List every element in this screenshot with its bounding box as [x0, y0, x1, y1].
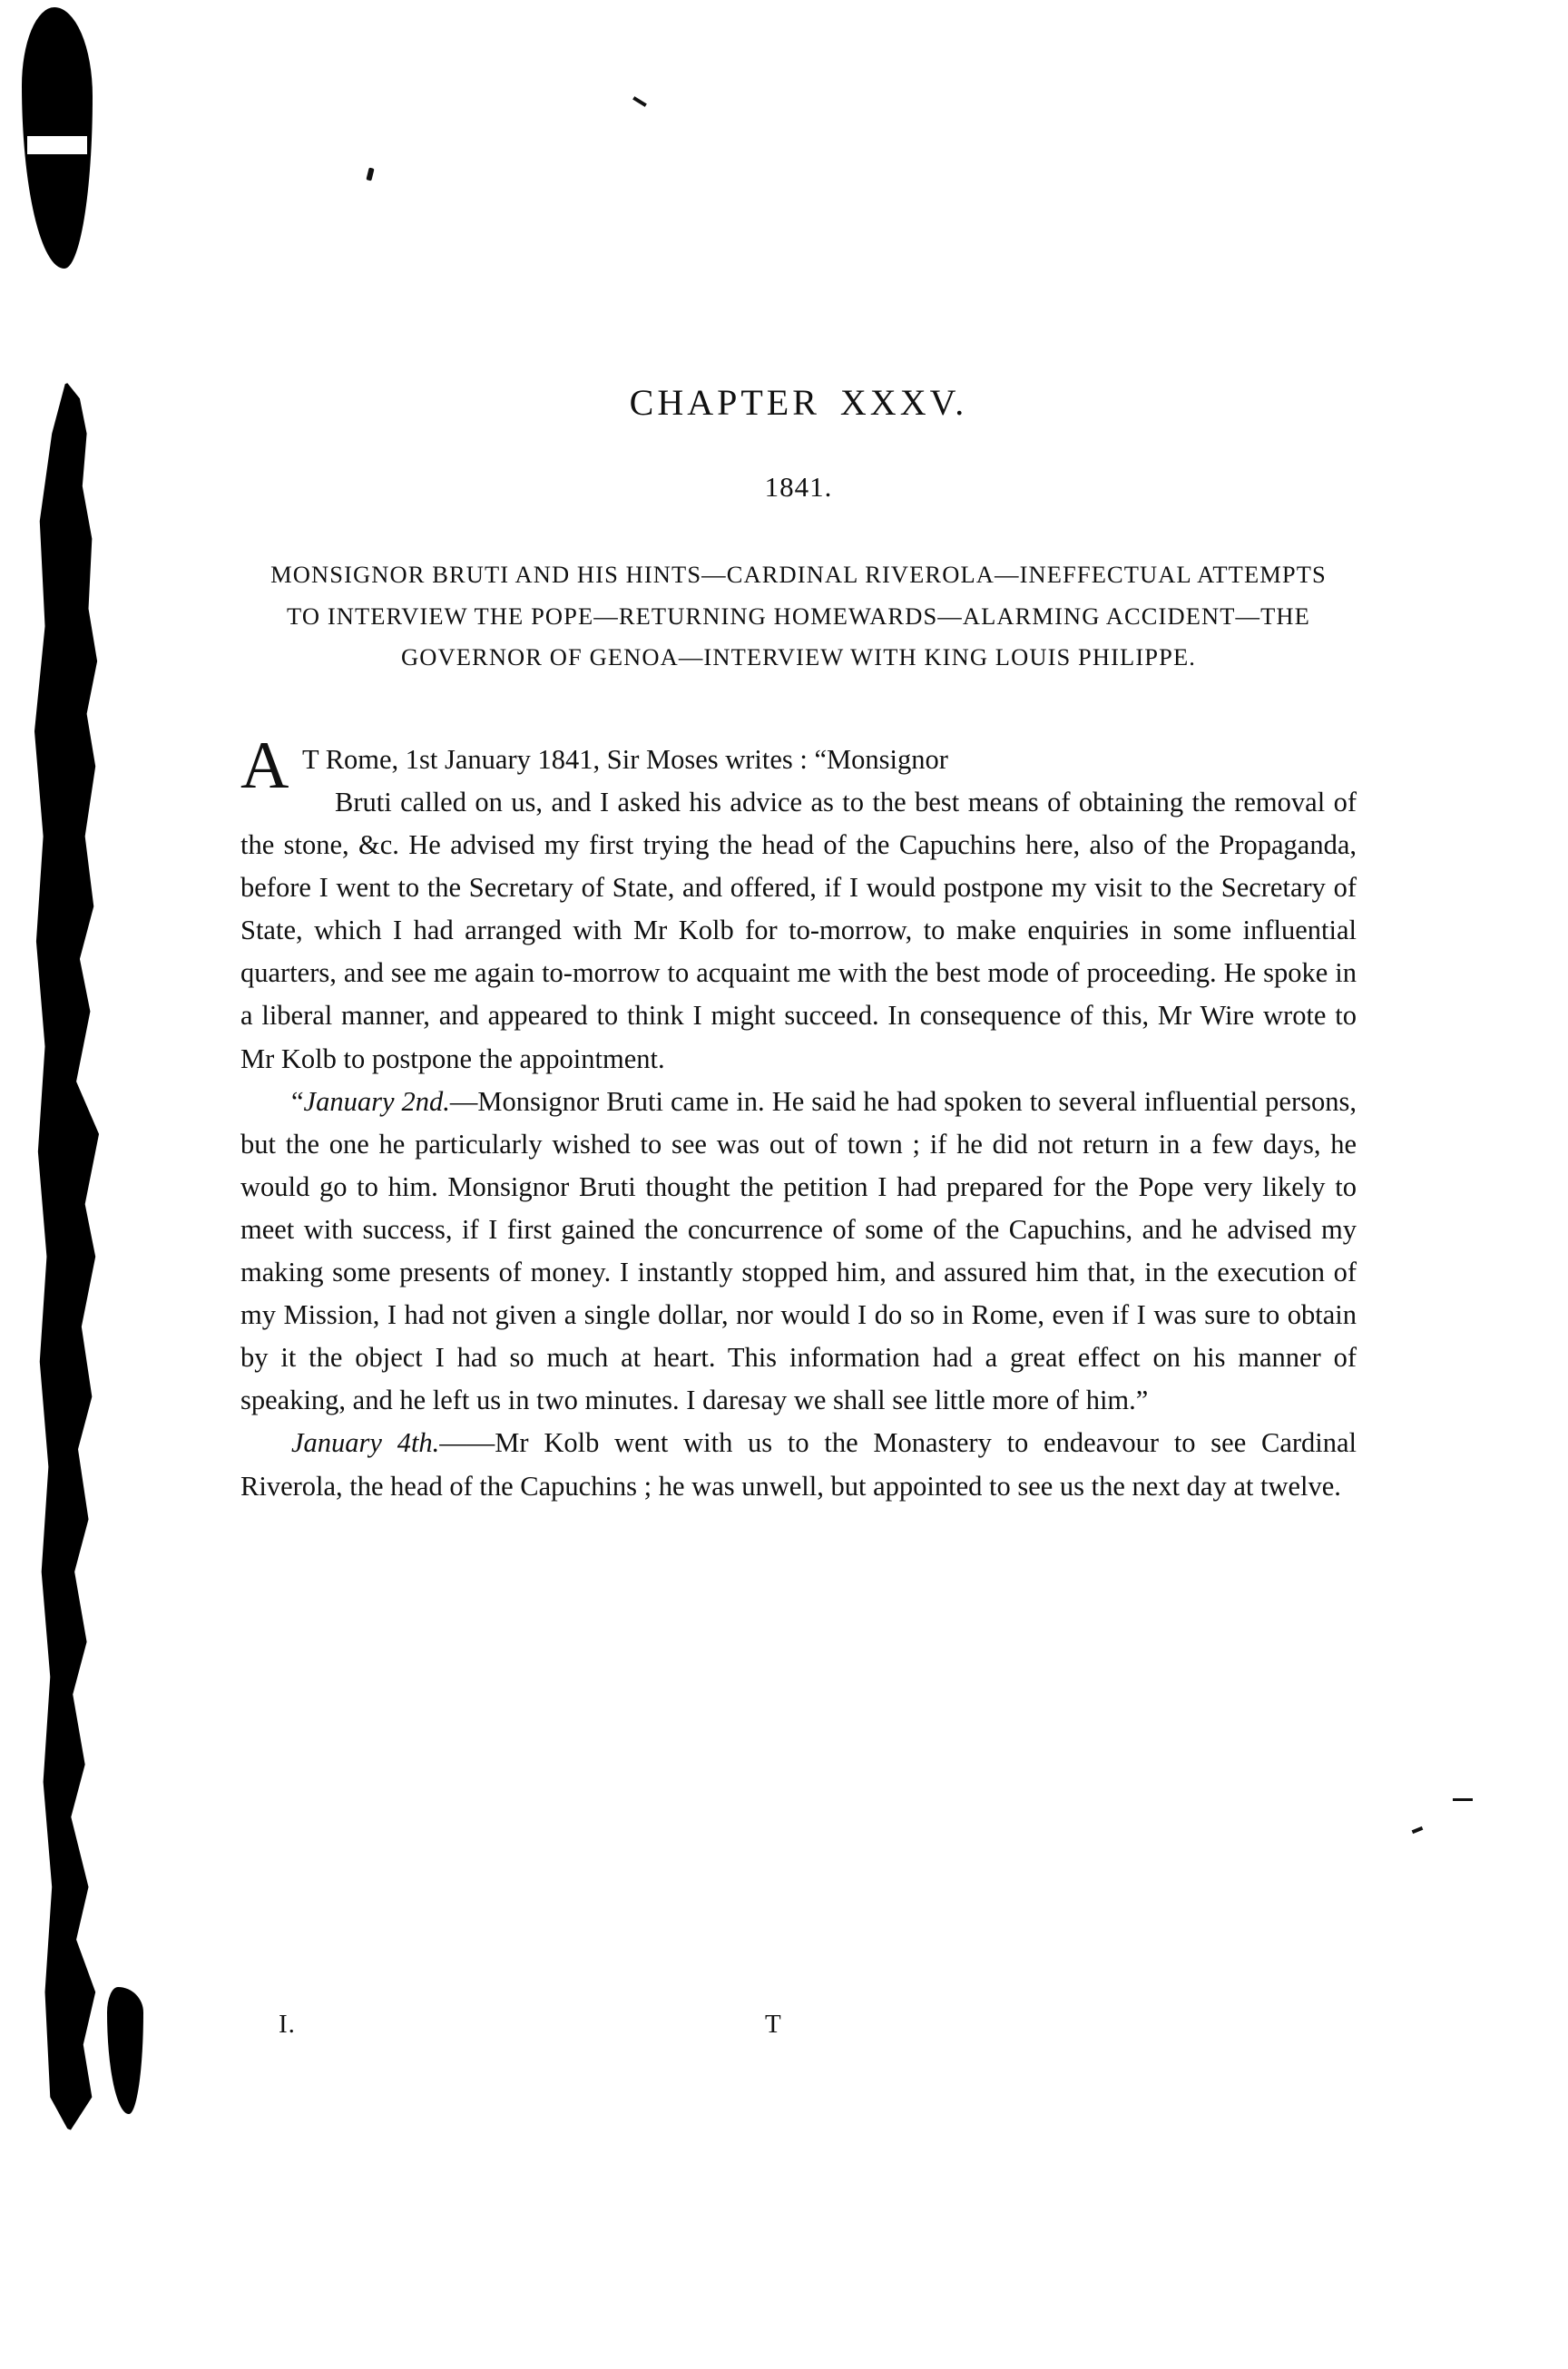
paragraph-2 [240, 1081, 1357, 1423]
paragraph-1-second-line: Bruti called on us, and I asked his advice as to the best [335, 786, 960, 817]
chapter-heading: CHAPTER XXXV. [629, 382, 968, 423]
paragraph-2-body: Monsignor Bruti came in. He said he had spoken to several influential persons, but the one he particularly wished to see was out of town ; if he did not return in a few days, he would go to him. Monsignor Bruti thought the petition I had prepared for the Pope very likely to meet with success, if I first gained the concurrence of some of the Capuchins, and he advised my making some presents of money. I instantly stopped him, and assured him that, in the execution of my Mission, I had not given a single dollar, nor would I do so in Rome, even if I was sure to obtain by it the object I had so much at heart. This information had a great effect on his manner of speaking, and he left us in two minutes. I daresay we shall see little more of him.” [240, 1085, 1357, 1416]
paragraph-1-body: means of obtaining the removal of the stone, &c. He advised my first trying the head of the Capuchins here, also of the Propaganda, before I went to the Secretary of State, and offered, if I would postpone my visit to the Secretary of State, which I had arranged with Mr Kolb for to-morrow, to make enquiries in some influential quarters, and see me again to-morrow to acquaint me with the best mode of proceeding. He spoke in a liberal manner, and appeared to think I might succeed. In consequence of this, Mr Wire wrote to Mr Kolb to postpone the appointment. [240, 786, 1357, 1074]
text-column [240, 381, 1357, 1508]
drop-cap-letter: A [240, 728, 289, 803]
paragraph-1-first-line: T Rome, 1st January 1841, Sir Moses writes : “Monsignor [302, 743, 948, 775]
chapter-synopsis: MONSIGNOR BRUTI AND HIS HINTS—CARDINAL RIVEROLA—INEFFECTUAL ATTEMPTS TO INTERVIEW THE POPE—RETURNING HOMEWARDS—ALARMING ACCIDENT—THE GOVERNOR OF GENOA—INTERVIEW WITH KING LOUIS PHILIPPE. [270, 561, 1327, 671]
paragraph-2-open-quote: “ [291, 1085, 304, 1117]
signature-mark: T [765, 2010, 782, 2039]
volume-mark: I. [279, 2010, 296, 2039]
paragraph-3-date: January 4th. [291, 1427, 440, 1459]
paragraph-3-dash: —— [439, 1427, 495, 1459]
paragraph-2-dash: — [449, 1085, 478, 1117]
chapter-year: 1841. [764, 471, 833, 503]
paragraph-1 [240, 728, 1357, 1081]
paragraph-3-body: Mr Kolb went with us to the Monastery to endeavour to see Cardinal Riverola, the head of the Capuchins ; he was unwell, but appointed to see us the next day at twelve. [240, 1427, 1357, 1502]
paragraph-2-date: January 2nd. [303, 1085, 450, 1117]
paragraph-3 [240, 1422, 1357, 1507]
